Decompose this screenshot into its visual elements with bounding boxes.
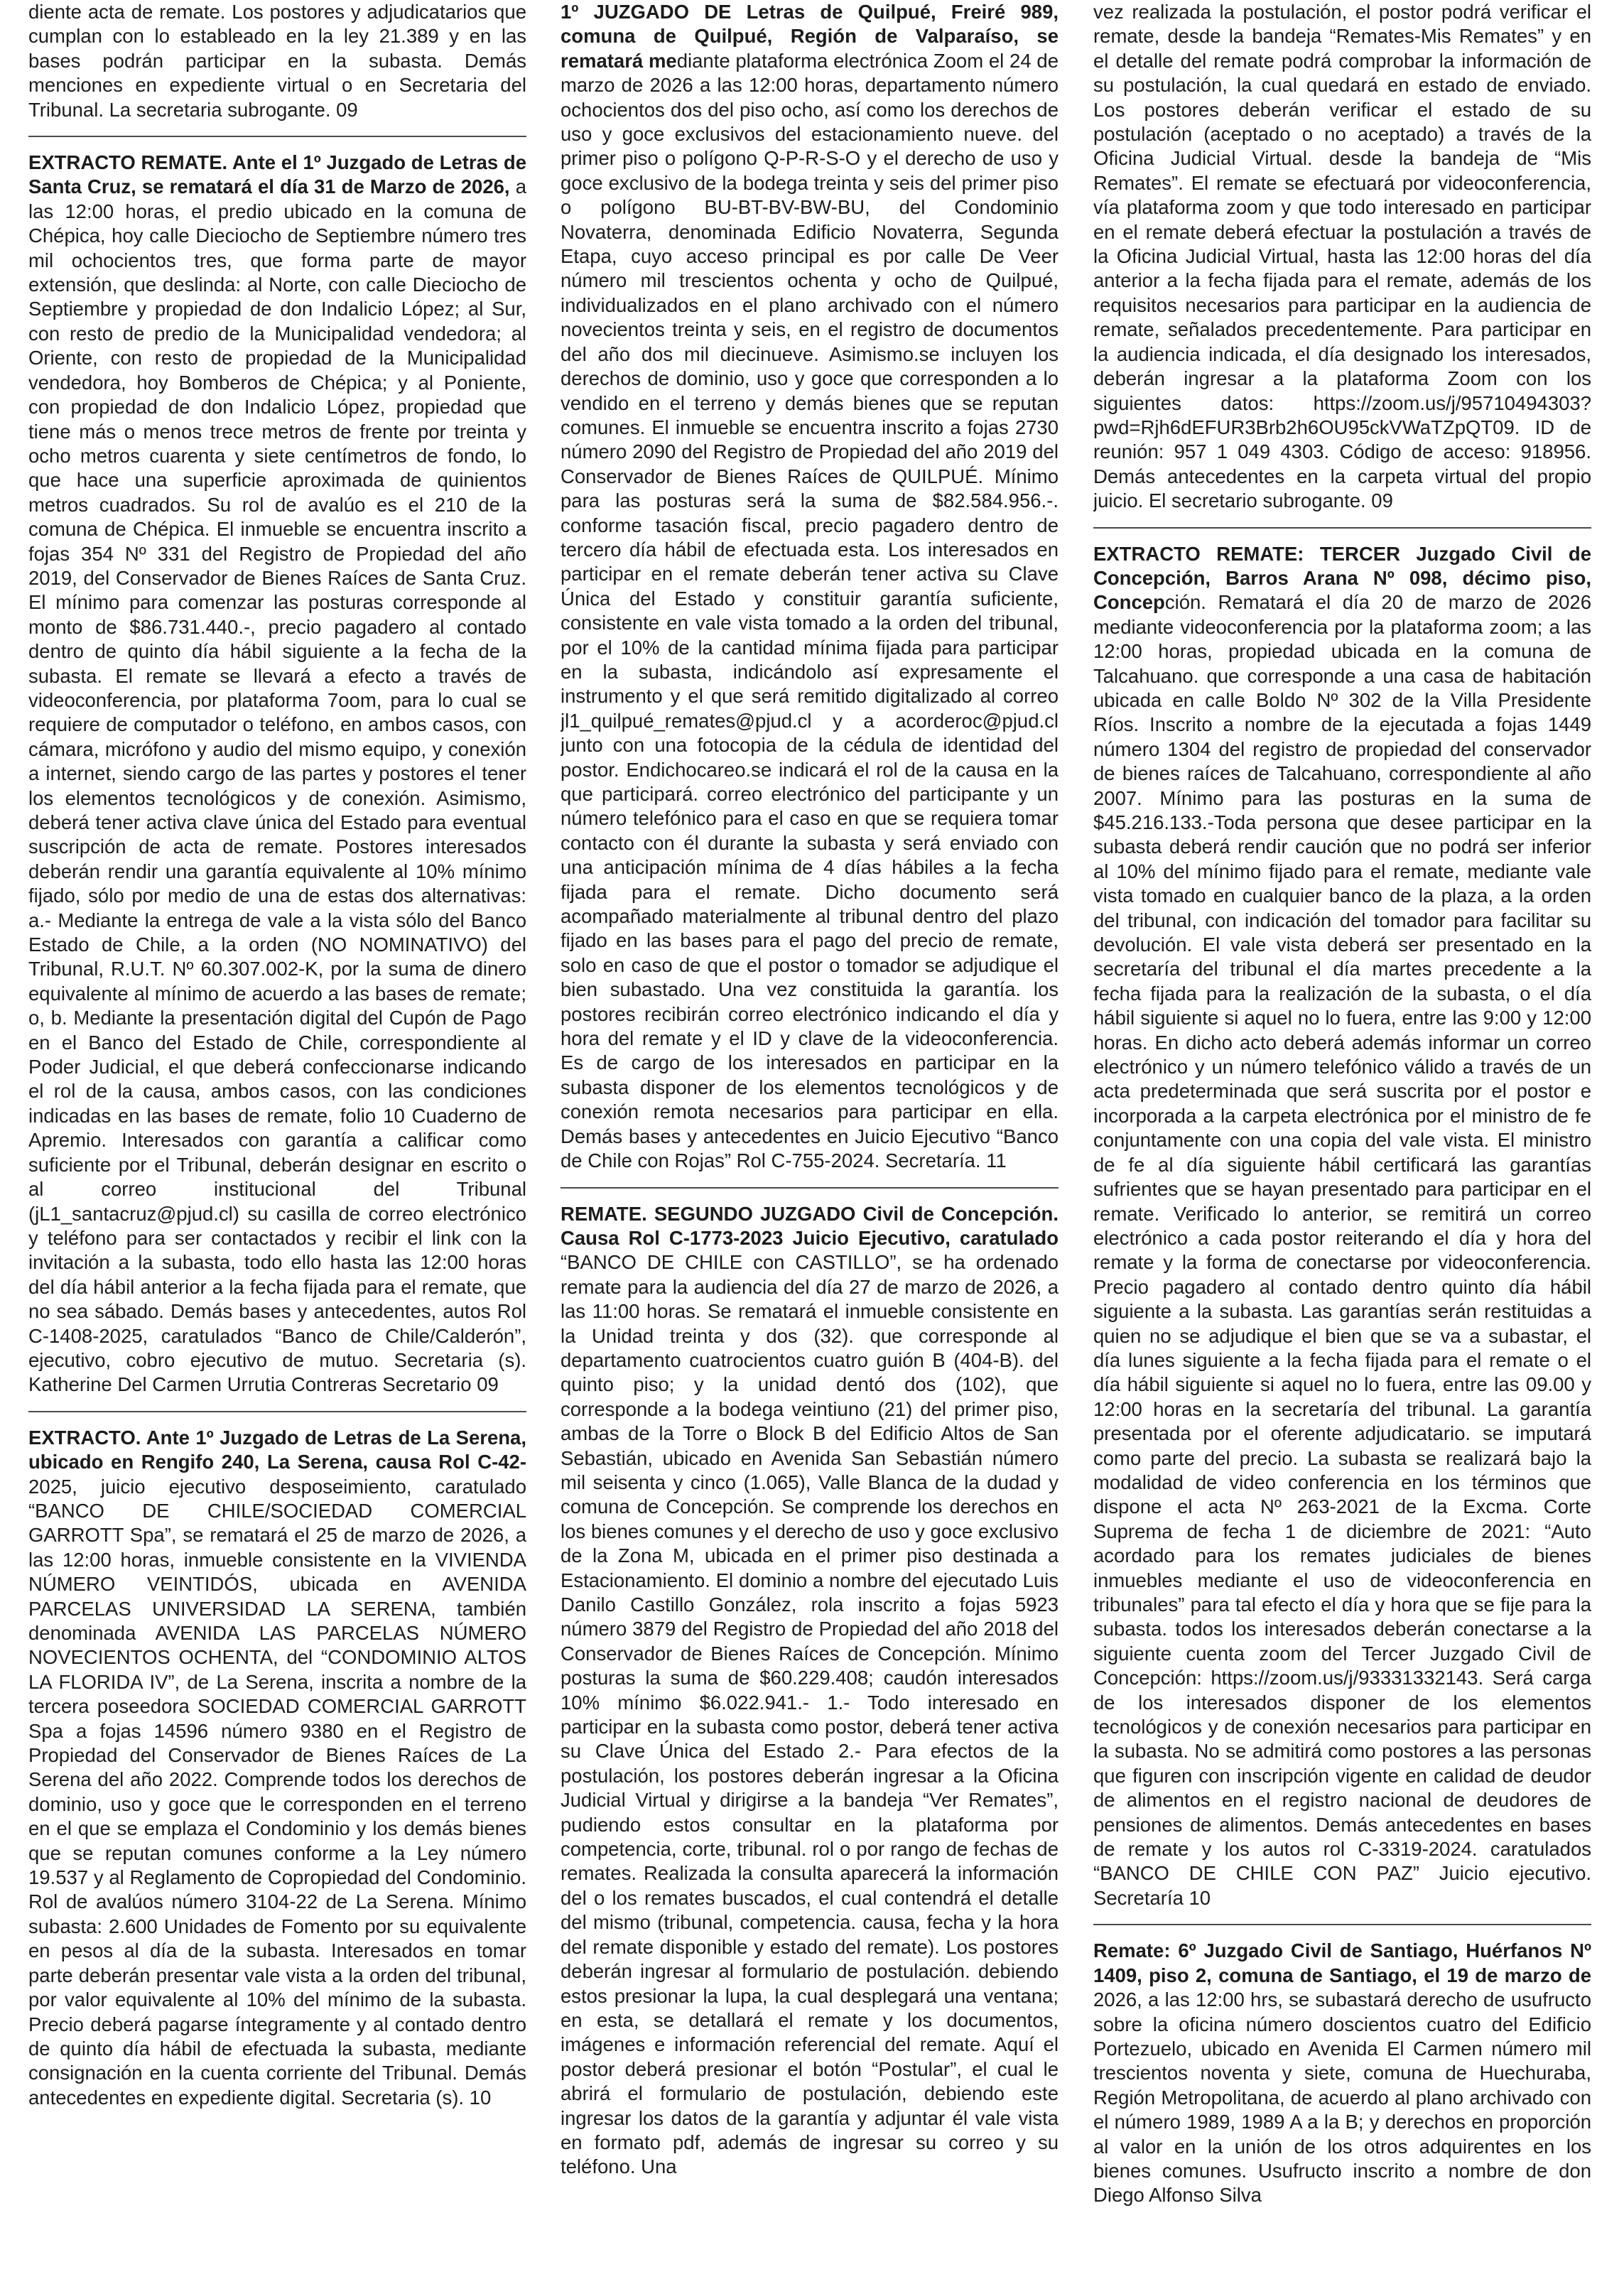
- notice-text: [28, 151, 526, 1397]
- notice-heading: REMATE. SEGUNDO JUZGADO Civil de Concepción. Causa Rol C-1773-2023 Juicio Ejecutivo, caratulado: [561, 1202, 1059, 1249]
- notice-divider: [28, 136, 526, 137]
- notice-5: [561, 1202, 1059, 2180]
- notice-body: ción. Rematará el día 20 de marzo de 2026 mediante videoconferencia por la plataforma zoom; a las 12:00 horas, propiedad ubicada en la comuna de Talcahuano. que corresponde a una casa de habitación ubicada en calle Boldo Nº 302 de la Villa Presidente Ríos. Inscrito a nombre de la ejecutada a fojas 1449 número 1304 del registro de propiedad del conservador de bienes raíces de Talcahuano, correspondiente al año 2007. Mínimo para las posturas en la suma de $45.216.133.-Toda persona que desee participar en la subasta deberá rendir caución que no podrá ser inferior al 10% del mínimo fijado para el remate, mediante vale vista tomado en cualquier banco de la plaza, a la orden del tribunal, con indicación del tomador para facilitar su devolución. El vale vista deberá ser presentado en la secretaría del tribunal el día martes precedente a la fecha fijada para la realización de la subasta, o el día hábil siguiente si aquel no lo fuera, entre las 9:00 y 12:00 horas. En dicho acto deberá además informar un correo electrónico y un número telefónico válido a través de un acta predeterminada que será suscrita por el postor e incorporada a la carpeta electrónica por el ministro de fe conjuntamente con una copia del vale vista. El ministro de fe al día siguiente hábil certificará las garantías sufrientes que se hayan presentado para participar en el remate. Verificado lo anterior, se remitirá un correo electrónico a cada postor reiterando el día y hora del remate y la forma de conectarse por videoconferencia. Precio pagadero al contado dentro quinto día hábil siguiente a la subasta. Las garantías serán restituidas a quien no se adjudique el bien que se va a subastar, el día lunes siguiente a la fecha fijada para el remate o el día hábil siguiente si aquel no lo fuera, entre las 09.00 y 12:00 horas en la secretaría del tribunal. La garantía presentada por el oferente adjudicatario. se imputará como parte del precio. La subasta se realizará bajo la modalidad de video conferencia en los términos que dispone el acta Nº 263-2021 de la Excma. Corte Suprema de fecha 1 de diciembre de 2021: “Auto acordado para los remates judiciales de bienes inmuebles mediante el uso de videoconferencia en tribunales” para tal efecto el día y hora que se fije para la subasta. todos los interesados deberán conectarse a la siguiente cuenta zoom del Tercer Juzgado Civil de Concepción: https://zoom.us/j/93331332143. Será carga de los interesados disponer de los elementos tecnológicos y de conexión necesarios para participar en la subasta. No se admitirá como postores a las personas que figuren con inscripción vigente en calidad de deudor de alimentos en el registro nacional de deudores de pensiones de alimentos. Demás antecedentes en bases de remate y los autos rol C-3319-2024. caratulados “BANCO DE CHILE CON PAZ” Juicio ejecutivo. Secretaría 10: [1093, 591, 1591, 1909]
- notice-heading: EXTRACTO REMATE: TERCER Juzgado Civil de Concepción, Barros Arana Nº 098, décimo piso, Concep: [1093, 542, 1591, 614]
- notice-body: 2025, juicio ejecutivo desposeimiento, caratulado “BANCO DE CHILE/SOCIEDAD COMERCIAL GARROTT Spa”, se rematará el 25 de marzo de 2026, a las 12:00 horas, inmueble consistente en la VIVIENDA NÚMERO VEINTIDÓS, ubicada en AVENIDA PARCELAS UNIVERSIDAD LA SERENA, también denominada AVENIDA LAS PARCELAS NÚMERO NOVECIENTOS OCHENTA, del “CONDOMINIO ALTOS LA FLORIDA IV”, de La Serena, inscrita a nombre de la tercera poseedora SOCIEDAD COMERCIAL GARROTT Spa a fojas 14596 número 9380 en el Registro de Propiedad del Conservador de Bienes Raíces de La Serena del año 2022. Comprende todos los derechos de dominio, uso y goce que le corresponden en el terreno en el que se emplaza el Condominio y los demás bienes que se reputan comunes conforme a la Ley número 19.537 y al Reglamento de Copropiedad del Condominio. Rol de avalúos número 3104-22 de La Serena. Mínimo subasta: 2.600 Unidades de Fomento por su equivalente en pesos al día de la subasta. Interesados en tomar parte deberán presentar vale vista a la orden del tribunal, por valor equivalente al 10% del mínimo de la subasta. Precio deberá pagarse íntegramente y al contado dentro de quinto día hábil de efectuada la subasta, mediante consignación en la cuenta corriente del Tribunal. Demás antecedentes en expediente digital. Secretaria (s). 10: [28, 1475, 526, 2109]
- notice-body: diente acta de remate. Los postores y adjudicatarios que cumplan con lo estableado en la ley 21.389 y en las bases podrán participar en la subasta. Demás menciones en expediente virtual o en Secretaria del Tribunal. La secretaria subrogante. 09: [28, 1, 526, 121]
- notice-body: a las 12:00 horas, el predio ubicado en la comuna de Chépica, hoy calle Dieciocho de Septiembre número tres mil ochocientos tres, que forma parte de mayor extensión, que deslinda: al Norte, con calle Dieciocho de Septiembre y propiedad de don Indalicio López; al Sur, con resto de predio de la Municipalidad vendedora; al Oriente, con resto de propiedad de la Municipalidad vendedora, hoy Bomberos de Chépica; y al Poniente, con propiedad de don Indalicio López, propiedad que tiene más o menos trece metros de frente por treinta y ocho metros cuarenta y siete centímetros de fondo, lo que hace una superficie aproximada de quinientos metros cuadrados. Su rol de avalúo es el 210 de la comuna de Chépica. El inmueble se encuentra inscrito a fojas 354 Nº 331 del Registro de Propiedad del año 2019, del Conservador de Bienes Raíces de Santa Cruz. El mínimo para comenzar las posturas corresponde al monto de $86.731.440.-, precio pagadero al contado dentro de quinto día hábil siguiente a la fecha de la subasta. El remate se llevará a efecto a través de videoconferencia, por plataforma 7oom, para lo cual se requiere de computador o teléfono, en ambos casos, con cámara, micrófono y audio del mismo equipo, y conexión a internet, siendo cargo de las partes y postores el tener los elementos tecnológicos y de conexión. Asimismo, deberá tener activa clave única del Estado para eventual suscripción de acta de remate. Postores interesados deberán rendir una garantía equivalente al 10% mínimo fijado, sólo por medio de una de estas dos alternativas: a.- Mediante la entrega de vale a la vista sólo del Banco Estado de Chile, a la orden (NO NOMINATIVO) del Tribunal, R.U.T. Nº 60.307.002-K, por la suma de dinero equivalente al mínimo de acuerdo a las bases de remate; o, b. Mediante la presentación digital del Cupón de Pago en el Banco del Estado de Chile, correspondiente al Poder Judicial, el que deberá confeccionarse indicando el rol de la causa, ambos casos, con las condiciones indicadas en las bases de remate, folio 10 Cuaderno de Apremio. Interesados con garantía a calificar como suficiente por el Tribunal, deberán designar en escrito o al correo institucional del Tribunal (jL1_santacruz@pjud.cl) su casilla de correo electrónico y teléfono para ser contactados y recibir el link con la invitación a la subasta, todo ello hasta las 12:00 horas del día hábil anterior a la fecha fijada para el remate, que no sea sábado. Demás bases y antecedentes, autos Rol C-1408-2025, caratulados “Banco de Chile/Calderón”, ejecutivo, cobro ejecutivo de mutuo. Secretaria (s). Katherine Del Carmen Urrutia Contreras Secretario 09: [28, 175, 526, 1396]
- column-1: [28, 0, 526, 2289]
- notice-body: vez realizada la postulación, el postor podrá verificar el remate, desde la bandeja “Remates-Mis Remates” y en el detalle del remate podrá comprobar la información de su postulación, la cual quedará en estado de enviado. Los postores deberán verificar el estado de su postulación (aceptado o no aceptado) a través de la Oficina Judicial Virtual. desde la bandeja de “Mis Remates”. El remate se efectuará por videoconferencia, vía plataforma zoom y que todo interesado en participar en el remate deberá efectuar la postulación a través de la Oficina Judicial Virtual, hasta las 12:00 horas del día anterior a la fecha fijada para el remate, además de los requisitos necesarios para participar en la audiencia de remate, señalados precedentemente. Para participar en la audiencia indicada, el día designado los interesados, deberán ingresar a la plataforma Zoom con los siguientes datos: https://zoom.us/j/95710494303?pwd=Rjh6dEFUR3Brb2h6OU95ckVWaTZpQT09. ID de reunión: 957 1 049 4303. Código de acceso: 918956. Demás antecedentes en la carpeta virtual del propio juicio. El secretario subrogante. 09: [1093, 1, 1591, 512]
- notice-1: [28, 0, 526, 122]
- notice-heading: Remate: 6º Juzgado Civil de Santiago, Huérfanos Nº 1409, piso 2, comuna de Santiago, el 19 de marzo de: [1093, 1939, 1591, 1986]
- notice-text: [561, 0, 1059, 1174]
- notice-text: [1093, 0, 1591, 514]
- notice-3: [28, 1426, 526, 2110]
- notice-text: [1093, 1939, 1591, 2207]
- notice-body: “BANCO DE CHILE con CASTILLO”, se ha ordenado remate para la audiencia del día 27 de marzo de 2026, a las 11:00 horas. Se rematará el inmueble consistente en la Unidad treinta y dos (32). que corresponde al departamento cuatrocientos cuatro guión B (404-B). del quinto piso; y la unidad dentó dos (102), que corresponde a la bodega veintiuno (21) del primer piso, ambas de la Torre o Block B del Edificio Altos de San Sebastián, ubicado en Avenida San Sebastián número mil seisenta y cinco (1.065), Valle Blanca de la dudad y comuna de Concepción. Se comprende los derechos en los bienes comunes y el derecho de uso y goce exclusivo de la Zona M, ubicada en el primer piso destinada a Estacionamiento. El dominio a nombre del ejecutado Luis Danilo Castillo González, rola inscrito a fojas 5923 número 3879 del Registro de Propiedad del año 2018 del Conservador de Bienes Raíces de Concepción. Mínimo posturas la suma de $60.229.408; caudón interesados 10% mínimo $6.022.941.- 1.- Todo interesado en participar en la subasta como postor, deberá tener activa su Clave Única del Estado 2.- Para efectos de la postulación, los postores deberán ingresar a la Oficina Judicial Virtual y dirigirse a la bandeja “Ver Remates”, pudiendo estos consultar en la plataforma por competencia, corte, tribunal. rol o por rango de fechas de remates. Realizada la consulta aparecerá la información del o los remates buscados, el cual contendrá el detalle del mismo (tribunal, competencia. causa, fecha y la hora del remate disponible y estado del remate). Los postores deberán ingresar al formulario de postulación. debiendo estos presionar la lupa, la cual desplegará una ventana; en esta, se detallará el remate y los documentos, imágenes e información referencial del remate. Aquí el postor deberá presionar el botón “Postular”, el cual le abrirá el formulario de postulación, debiendo este ingresar los datos de la garantía y adjuntar él vale vista en formato pdf, además de ingresar su correo y su teléfono. Una: [561, 1251, 1059, 2178]
- notice-body: 2026, a las 12:00 hrs, se subastará derecho de usufructo sobre la oficina número doscientos cuatro del Edificio Portezuelo, ubicado en Avenida El Carmen número mil trescientos noventa y siete, comuna de Huechuraba, Región Metropolitana, de acuerdo al plano archivado con el número 1989, 1989 A a la B; y derechos en proporción al valor en la unión de los otros adquirentes en los bienes comunes. Usufructo inscrito a nombre de don Diego Alfonso Silva: [1093, 1988, 1591, 2207]
- column-3: [1093, 0, 1591, 2289]
- notice-4: [561, 0, 1059, 1174]
- notice-text: [28, 0, 526, 122]
- notice-heading: EXTRACTO REMATE. Ante el 1º Juzgado de Letras de Santa Cruz, se rematará el día 31 de Marzo de 2026,: [28, 151, 526, 198]
- notice-heading: 1º JUZGADO DE Letras de Quilpué, Freiré 989, comuna de Quilpué, Región de Valparaíso, se rematará me: [561, 1, 1059, 72]
- notice-7: [1093, 542, 1591, 1911]
- notice-body: diante plataforma electrónica Zoom el 24 de marzo de 2026 a las 12:00 horas, departamento número ochocientos dos del piso ocho, así como los derechos de uso y goce exclusivos del estacionamiento nueve. del primer piso o polígono Q-P-R-S-O y el derecho de uso y goce exclusivo de la bodega treinta y seis del primer piso o polígono BU-BT-BV-BW-BU, del Condominio Novaterra, denominada Edificio Novaterra, Segunda Etapa, cuyo acceso principal es por calle De Veer número mil trescientos ochenta y ocho de Quilpué, individualizados en el plano archivado con el número novecientos treinta y seis, en el registro de documentos del año dos mil diecinueve. Asimismo.se incluyen los derechos de dominio, uso y goce que corresponden a lo vendido en el terreno y demás bienes que se reputan comunes. El inmueble se encuentra inscrito a fojas 2730 número 2090 del Registro de Propiedad del año 2019 del Conservador de Bienes Raíces de QUILPUÉ. Mínimo para las posturas será la suma de $82.584.956.-. conforme tasación fiscal, precio pagadero dentro de tercero día hábil de efectuada esta. Los interesados en participar en el remate deberán tener activa su Clave Única del Estado y constituir garantía suficiente, consistente en vale vista tomado a la orden del tribunal, por el 10% de la cantidad mínima fijada para participar en la subasta, indicándolo así expresamente el instrumento y el que será remitido digitalizado al correo jl1_quilpué_remates@pjud.cl y a acorderoc@pjud.cl junto con una fotocopia de la cédula de identidad del postor. Endichocareo.se indicará el rol de la causa en la que participará. correo electrónico del participante y un número telefónico para el caso en que se requiera tomar contacto con él durante la subasta y será enviado con una anticipación mínima de 4 días hábiles a la fecha fijada para el remate. Dicho documento será acompañado materialmente al tribunal dentro del plazo fijado en las bases para el pago del precio de remate, solo en caso de que el postor o tomador se adjudique el bien subastado. Una vez constituida la garantía. los postores recibirán correo electrónico indicando el día y hora del remate y el ID y clave de la videoconferencia. Es de cargo de los interesados en participar en la subasta disponer de los elementos tecnológicos y de conexión remota necesarios para participar en ella. Demás bases y antecedentes en Juicio Ejecutivo “Banco de Chile con Rojas” Rol C-755-2024. Secretaría. 11: [561, 49, 1059, 1172]
- notice-divider: [28, 1411, 526, 1412]
- notice-heading: EXTRACTO. Ante 1º Juzgado de Letras de La Serena, ubicado en Rengifo 240, La Serena, causa Rol C-42-: [28, 1426, 526, 1473]
- notice-divider: [1093, 527, 1591, 529]
- column-2: [561, 0, 1059, 2289]
- notice-text: [1093, 542, 1591, 1911]
- notice-text: [561, 1202, 1059, 2180]
- notice-8: [1093, 1939, 1591, 2207]
- notice-divider: [1093, 1924, 1591, 1925]
- notice-2: [28, 151, 526, 1397]
- notice-text: [28, 1426, 526, 2110]
- notice-6: [1093, 0, 1591, 514]
- notice-divider: [561, 1187, 1059, 1189]
